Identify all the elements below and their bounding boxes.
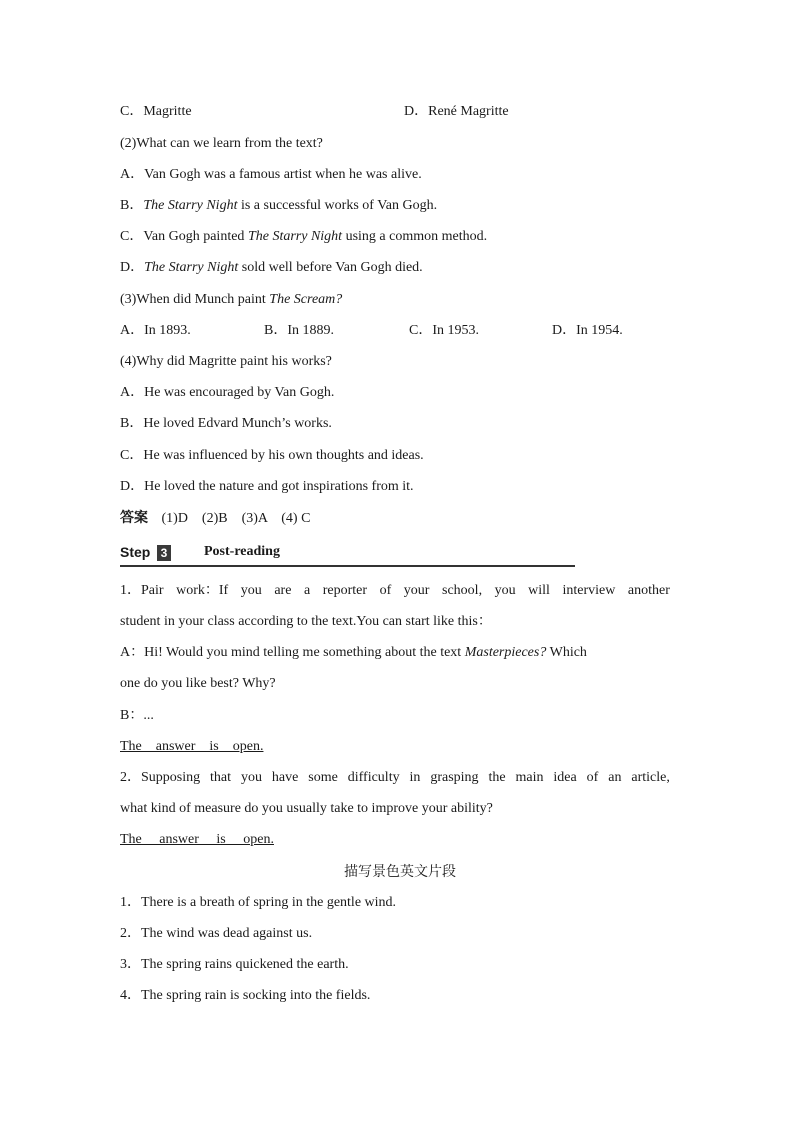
scenery-item-4: 4．The spring rain is socking into the fields.: [120, 988, 371, 1003]
post-item1-line1: [120, 581, 670, 601]
post-item2-line1: [120, 768, 670, 788]
item1-word: are: [274, 583, 292, 598]
item2-word: have: [271, 770, 299, 785]
q3-option-b: B．In 1889.: [264, 323, 334, 338]
item2-word: an: [608, 770, 622, 785]
item2-word: in: [409, 770, 421, 785]
q2-option-d: D．The Starry Night sold well before Van Gogh died.: [120, 260, 423, 275]
item2-word: of: [586, 770, 599, 785]
item2-word: idea: [553, 770, 577, 785]
item1-word: interview: [562, 583, 616, 598]
item2-word: some: [308, 770, 338, 785]
q2-option-c: C．Van Gogh painted The Starry Night using a common method.: [120, 229, 488, 244]
item2-word: difficulty: [347, 770, 400, 785]
q1-option-c: C．Magritte: [120, 104, 192, 119]
post-item1-line2: student in your class according to the text.You can start like this：: [120, 614, 492, 629]
q2-option-a: A．Van Gogh was a famous artist when he was alive.: [120, 167, 422, 182]
item2-word: grasping: [430, 770, 479, 785]
scenery-heading: 描写景色英文片段: [344, 864, 456, 880]
item2-word: you: [240, 770, 262, 785]
item1-word: your: [403, 583, 430, 598]
q3-option-c: C．In 1953.: [409, 323, 479, 338]
answer-values: (1)D (2)B (3)A (4) C: [161, 511, 311, 526]
scenery-item-2: 2．The wind was dead against us.: [120, 926, 313, 941]
item1-word: reporter: [322, 583, 368, 598]
post-answer-2: The answer is open.: [120, 832, 274, 847]
q3-option-a: A．In 1893.: [120, 323, 191, 338]
item1-word: work：If: [176, 583, 229, 598]
item1-word: 1．Pair: [120, 583, 164, 598]
item2-word: the: [488, 770, 506, 785]
step-number-badge: 3: [157, 545, 171, 561]
step-title: Post-reading: [204, 544, 280, 559]
item2-word: article,: [631, 770, 670, 785]
q4-option-a: A．He was encouraged by Van Gogh.: [120, 385, 335, 400]
step-header: [120, 542, 575, 568]
q4-option-c: C．He was influenced by his own thoughts and ideas.: [120, 448, 424, 463]
dialog-a-line1: A：Hi! Would you mind telling me something about the text Masterpieces? Which: [120, 645, 587, 660]
q3-question: (3)When did Munch paint The Scream?: [120, 292, 343, 307]
answer-label: 答案: [120, 510, 148, 526]
q1-option-d: D．René Magritte: [404, 104, 509, 119]
q4-option-d: D．He loved the nature and got inspirations from it.: [120, 479, 414, 494]
q2-option-b: B．The Starry Night is a successful works of Van Gogh.: [120, 198, 438, 213]
q4-question: (4)Why did Magritte paint his works?: [120, 354, 332, 369]
step-underline: [120, 565, 575, 567]
post-item2-line2: what kind of measure do you usually take to improve your ability?: [120, 801, 493, 816]
item2-word: main: [515, 770, 544, 785]
item2-word: 2．Supposing: [120, 770, 201, 785]
item1-word: you: [240, 583, 262, 598]
scenery-item-3: 3．The spring rains quickened the earth.: [120, 957, 349, 972]
post-answer-1: The answer is open.: [120, 739, 264, 754]
dialog-b: B：...: [120, 708, 154, 723]
item1-word: you: [494, 583, 516, 598]
answer-key: [120, 508, 310, 529]
item2-word: that: [210, 770, 232, 785]
item1-word: another: [627, 583, 670, 598]
q2-question: (2)What can we learn from the text?: [120, 136, 323, 151]
item1-word: will: [528, 583, 550, 598]
q3-option-d: D．In 1954.: [552, 323, 623, 338]
item1-word: a: [303, 583, 311, 598]
step-label: Step: [120, 544, 151, 560]
item1-word: of: [379, 583, 392, 598]
dialog-a-line2: one do you like best? Why?: [120, 676, 276, 691]
item1-word: school,: [442, 583, 483, 598]
scenery-item-1: 1．There is a breath of spring in the gentle wind.: [120, 895, 397, 910]
q4-option-b: B．He loved Edvard Munch’s works.: [120, 416, 332, 431]
